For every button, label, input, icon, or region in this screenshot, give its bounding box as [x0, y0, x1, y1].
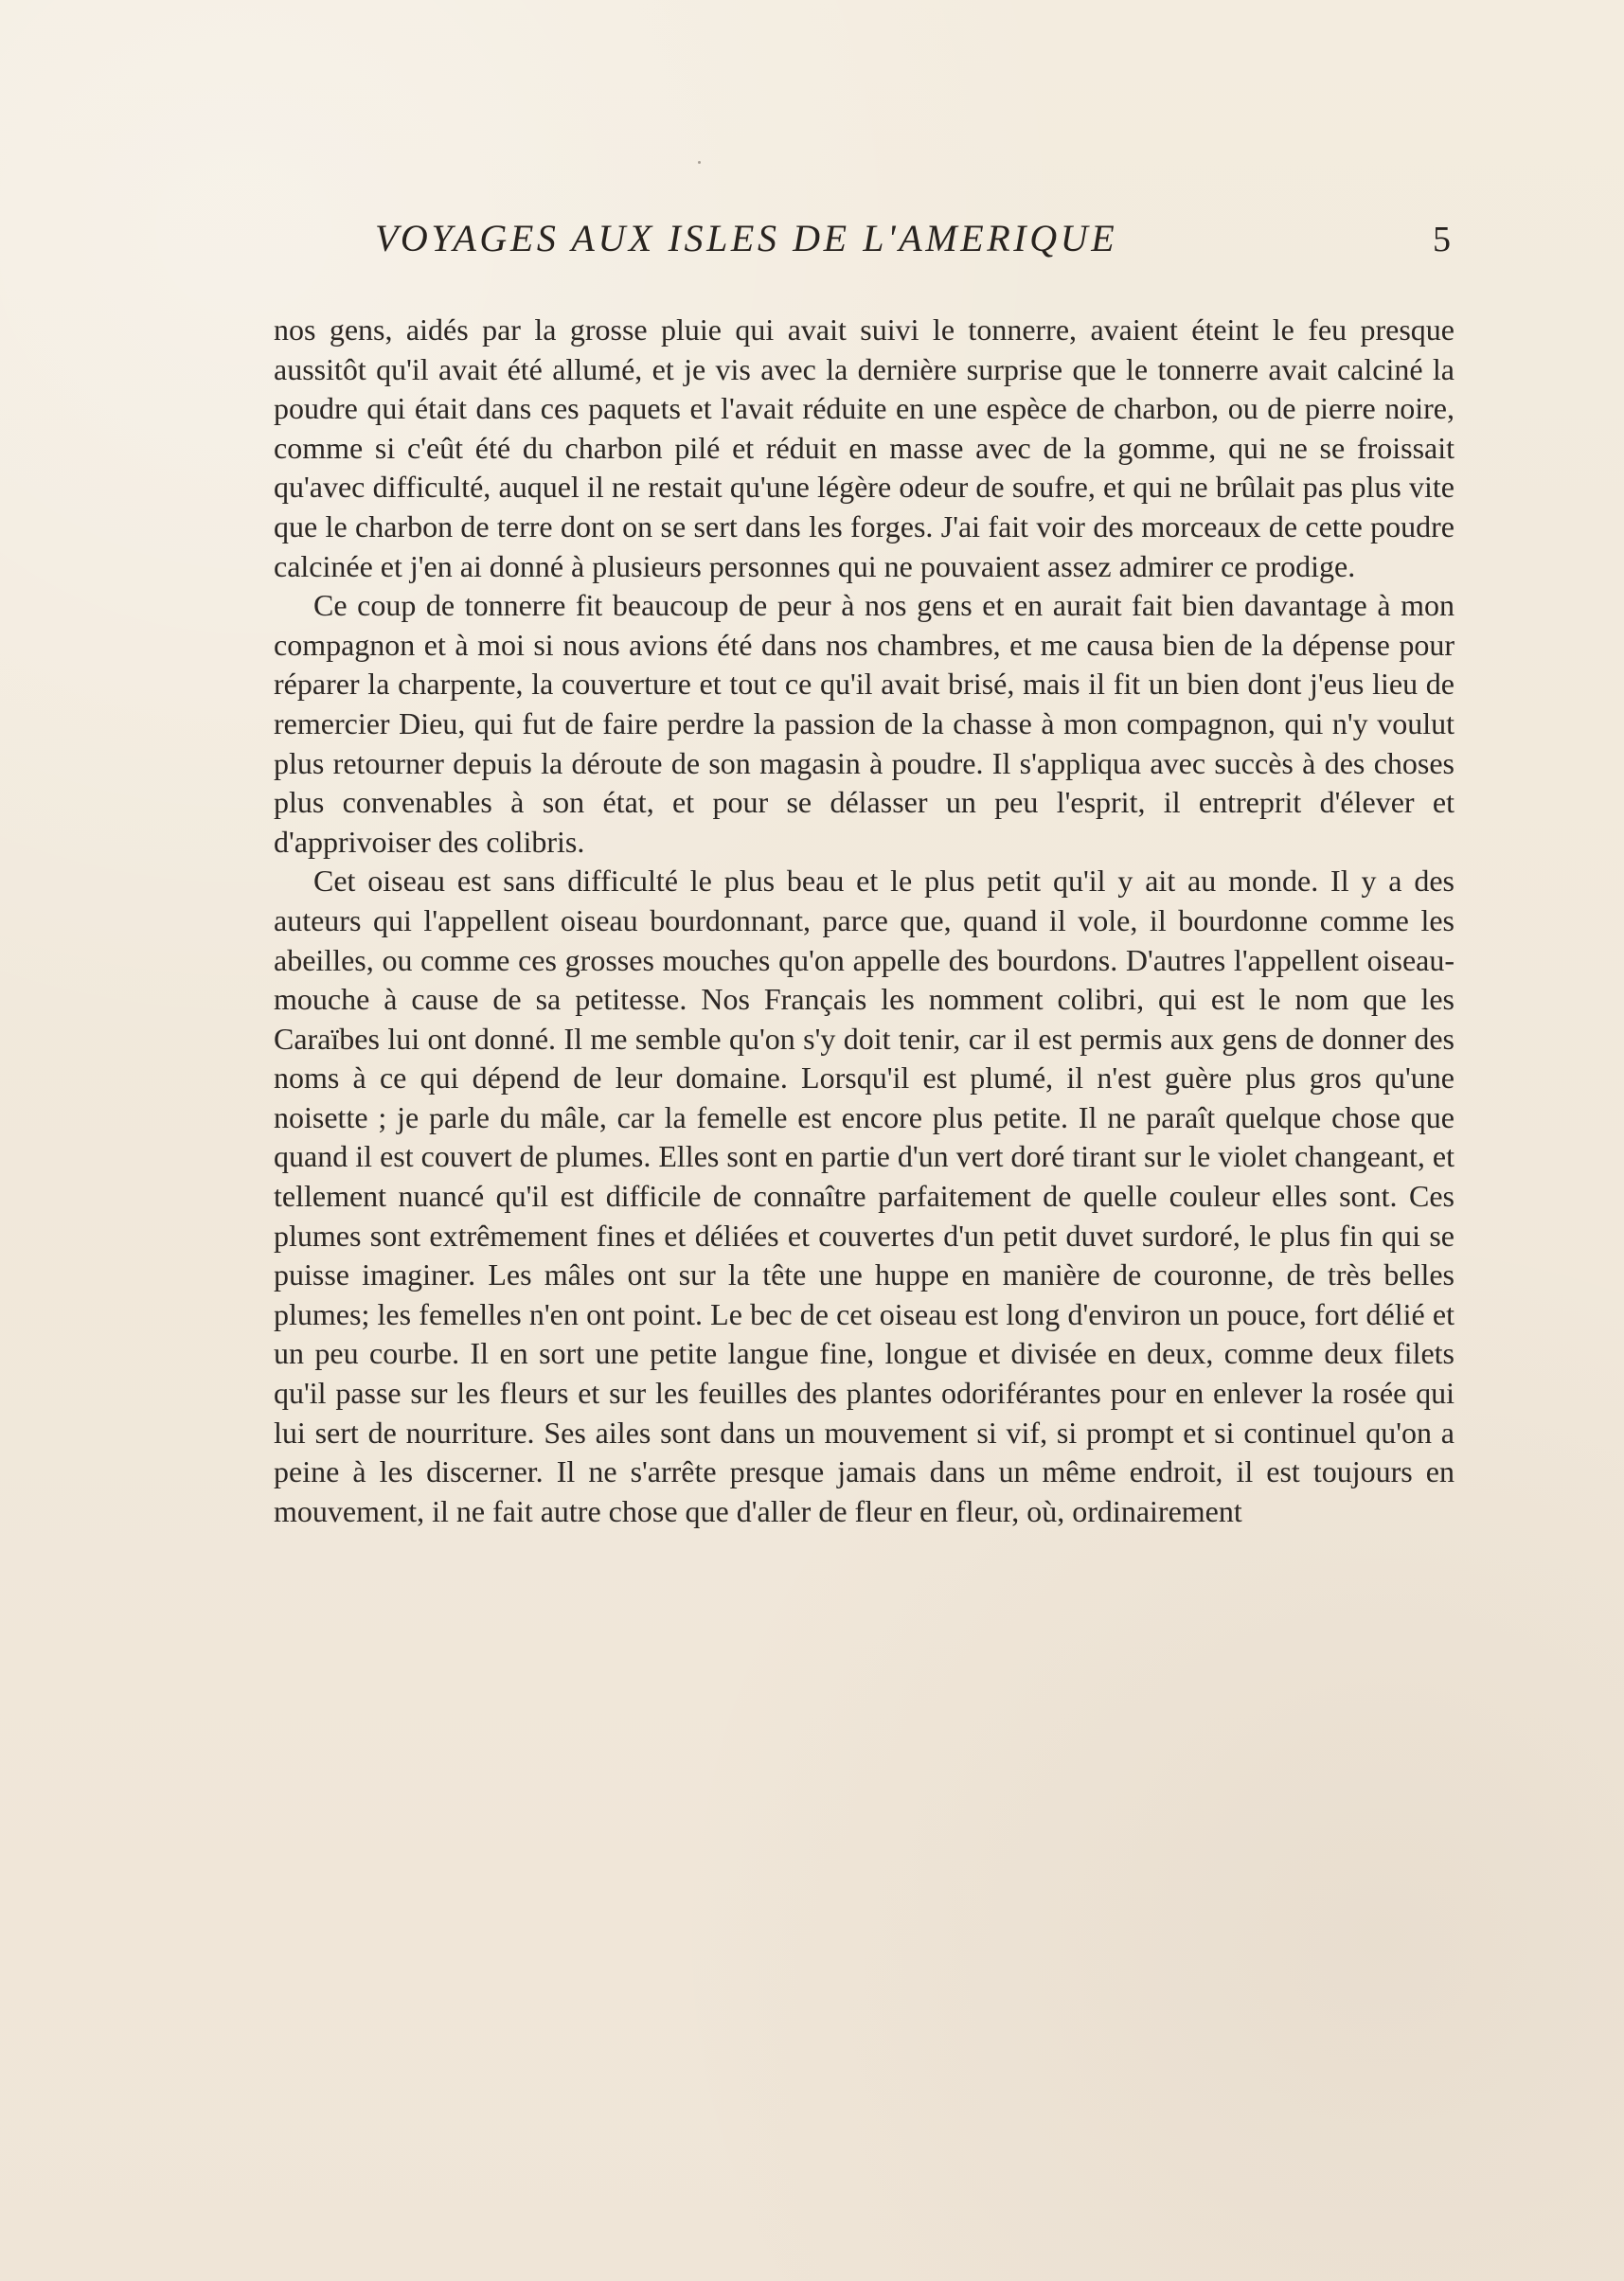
running-head-title: VOYAGES AUX ISLES DE L'AMERIQUE	[375, 217, 1118, 259]
paragraph-1: nos gens, aidés par la grosse pluie qui avait suivi le tonnerre, avaient éteint le feu presque aussitôt qu'il avait été allumé, et je vis avec la dernière surprise que le tonnerre avait calciné la poudre qui était dans ces paquets et l'avait réduite en une espèce de charbon, ou de pierre noire, comme si c'eût été du charbon pilé et réduit en masse avec de la gomme, qui ne se froissait qu'avec difficulté, auquel il ne restait qu'une légère odeur de soufre, et qui ne brûlait pas plus vite que le charbon de terre dont on se sert dans les forges. J'ai fait voir des morceaux de cette poudre calcinée et j'en ai donné à plusieurs personnes qui ne pouvaient assez admirer ce prodige.	[274, 312, 1454, 583]
paragraph-2: Ce coup de tonnerre fit beaucoup de peur à nos gens et en aurait fait bien davantage à mon compagnon et à moi si nous avions été dans nos chambres, et me causa bien de la dépense pour réparer la charpente, la couverture et tout ce qu'il avait brisé, mais il fit un bien dont j'eus lieu de remercier Dieu, qui fut de faire perdre la passion de la chasse à mon compagnon, qui n'y voulut plus retourner depuis la déroute de son magasin à poudre. Il s'appliqua avec succès à des choses plus convenables à son état, et pour se délasser un peu l'esprit, il entreprit d'élever et d'apprivoiser des colibris.	[274, 588, 1454, 859]
body-text	[274, 311, 1454, 1911]
paragraph-3: Cet oiseau est sans difficulté le plus beau et le plus petit qu'il y ait au monde. Il y a des auteurs qui l'appellent oiseau bourdonnant, parce que, quand il vole, il bourdonne comme les abeilles, ou comme ces grosses mouches qu'on appelle des bourdons. D'autres l'appellent oiseau-mouche à cause de sa petitesse. Nos Français les nomment colibri, qui est le nom que les Caraïbes lui ont donné. Il me semble qu'on s'y doit tenir, car il est permis aux gens de donner des noms à ce qui dépend de leur domaine. Lorsqu'il est plumé, il n'est guère plus gros qu'une noisette ; je parle du mâle, car la femelle est encore plus petite. Il ne paraît quelque chose que quand il est couvert de plumes. Elles sont en partie d'un vert doré tirant sur le violet changeant, et tellement nuancé qu'il est difficile de connaître parfaitement de quelle couleur elles sont. Ces plumes sont extrêmement fines et déliées et couvertes d'un petit duvet surdoré, le plus fin qui se puisse imaginer. Les mâles ont sur la tête une huppe en manière de couronne, de très belles plumes; les femelles n'en ont point. Le bec de cet oiseau est long d'environ un pouce, fort délié et un peu courbe. Il en sort une petite langue fine, longue et divisée en deux, comme deux filets qu'il passe sur les fleurs et sur les feuilles des plantes odoriférantes pour en enlever la rosée qui lui sert de nourriture. Ses ailes sont dans un mouvement si vif, si prompt et si continuel qu'on a peine à les discerner. Il ne s'arrête presque jamais dans un même endroit, il est toujours en mouvement, il ne fait autre chose que d'aller de fleur en fleur, où, ordinairement	[274, 864, 1454, 1528]
ink-speck	[698, 161, 701, 164]
page-number: 5	[1433, 220, 1451, 259]
running-head	[375, 212, 1451, 271]
